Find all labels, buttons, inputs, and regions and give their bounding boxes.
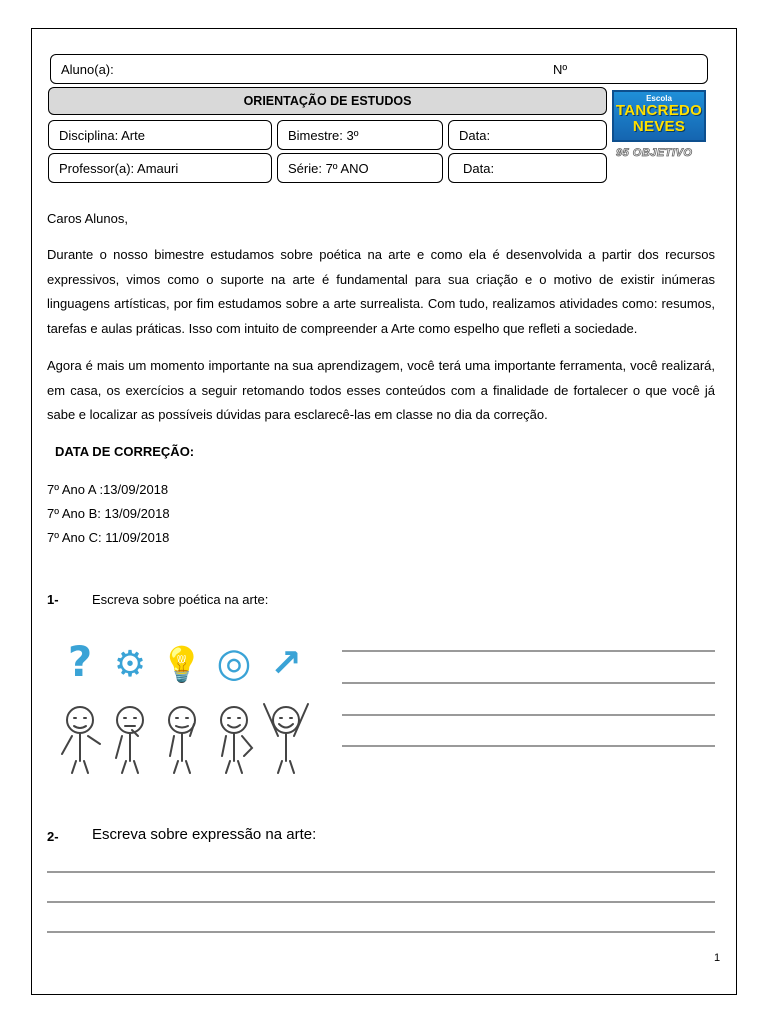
growth-arrow-icon: ↗ <box>270 641 302 685</box>
answer-line-q1-1[interactable] <box>342 650 715 652</box>
greeting: Caros Alunos, <box>47 211 128 226</box>
correction-heading: DATA DE CORREÇÃO: <box>55 444 195 459</box>
person-1 <box>62 707 100 773</box>
answer-line-q2-1[interactable] <box>47 871 715 873</box>
question-mark-icon: ? <box>67 637 93 686</box>
answer-line-q1-4[interactable] <box>342 745 715 747</box>
lightbulb-icon: 💡 <box>160 645 204 685</box>
answer-line-q1-2[interactable] <box>342 682 715 684</box>
person-3 <box>169 707 195 773</box>
logo-subtitle: 95 OBJETIVO <box>616 147 693 159</box>
question-1-number: 1- <box>47 592 59 607</box>
professor-text: Professor(a): Amauri <box>59 160 179 176</box>
answer-line-q2-3[interactable] <box>47 931 715 933</box>
person-2 <box>116 707 143 773</box>
professor-field <box>48 153 272 183</box>
person-4 <box>221 707 252 773</box>
page-title-text: ORIENTAÇÃO DE ESTUDOS <box>243 94 412 108</box>
question-2-text: Escreva sobre expressão na arte: <box>92 826 317 843</box>
serie-text: Série: 7º ANO <box>288 160 369 176</box>
correction-date-c: 7º Ano C: 11/09/2018 <box>47 530 170 545</box>
person-5 <box>264 704 308 773</box>
correction-date-a: 7º Ano A :13/09/2018 <box>47 482 169 497</box>
target-icon: ◎ <box>216 640 252 686</box>
logo-line2: NEVES <box>632 118 686 135</box>
aluno-field[interactable] <box>50 54 708 84</box>
page-title <box>48 87 607 115</box>
answer-line-q2-2[interactable] <box>47 901 715 903</box>
question-2-number: 2- <box>47 829 59 844</box>
numero-label: Nº <box>553 61 568 77</box>
bimestre-text: Bimestre: 3º <box>288 127 359 143</box>
paragraph-2: Agora é mais um momento importante na sua aprendizagem, você terá uma importante ferramenta, você realizará, em casa, os exercícios a seguir retomando todos esses conteúdos com a finalidade de fortalecer o que você já sabe e localizar as possíveis dúvidas para esclarecê-las em classe no dia da correção. <box>47 358 715 422</box>
answer-line-q1-3[interactable] <box>342 714 715 716</box>
data-field-1[interactable] <box>448 120 607 150</box>
logo-line1: TANCREDO <box>615 102 703 119</box>
disciplina-field <box>48 120 272 150</box>
question-1-text: Escreva sobre poética na arte: <box>92 592 269 607</box>
data-label-1: Data: <box>459 127 491 143</box>
logo-small-text: Escola <box>646 94 672 103</box>
data-label-2: Data: <box>463 160 495 176</box>
bimestre-field <box>277 120 443 150</box>
paragraph-1: Durante o nosso bimestre estudamos sobre poética na arte e como ela é desenvolvida a partir dos recursos expressivos, vimos como o suporte na arte é fundamental para sua criação e o motivo de existir inúmeras linguagens artísticas, por fim estudamos sobre a arte surrealista. Com tudo, realizamos atividades como: resumos, tarefas e aulas práticas. Isso com intuito de compreender a Arte como espelho que refleti a sociedade. <box>47 247 715 336</box>
correction-date-b: 7º Ano B: 13/09/2018 <box>47 506 170 521</box>
data-field-2[interactable] <box>448 153 607 183</box>
disciplina-text: Disciplina: Arte <box>59 127 145 143</box>
school-logo <box>612 90 706 142</box>
aluno-label: Aluno(a): <box>61 61 114 77</box>
serie-field <box>277 153 443 183</box>
thinking-people-illustration <box>50 636 330 778</box>
page-number: 1 <box>714 952 721 964</box>
gears-icon: ⚙ <box>113 644 147 685</box>
